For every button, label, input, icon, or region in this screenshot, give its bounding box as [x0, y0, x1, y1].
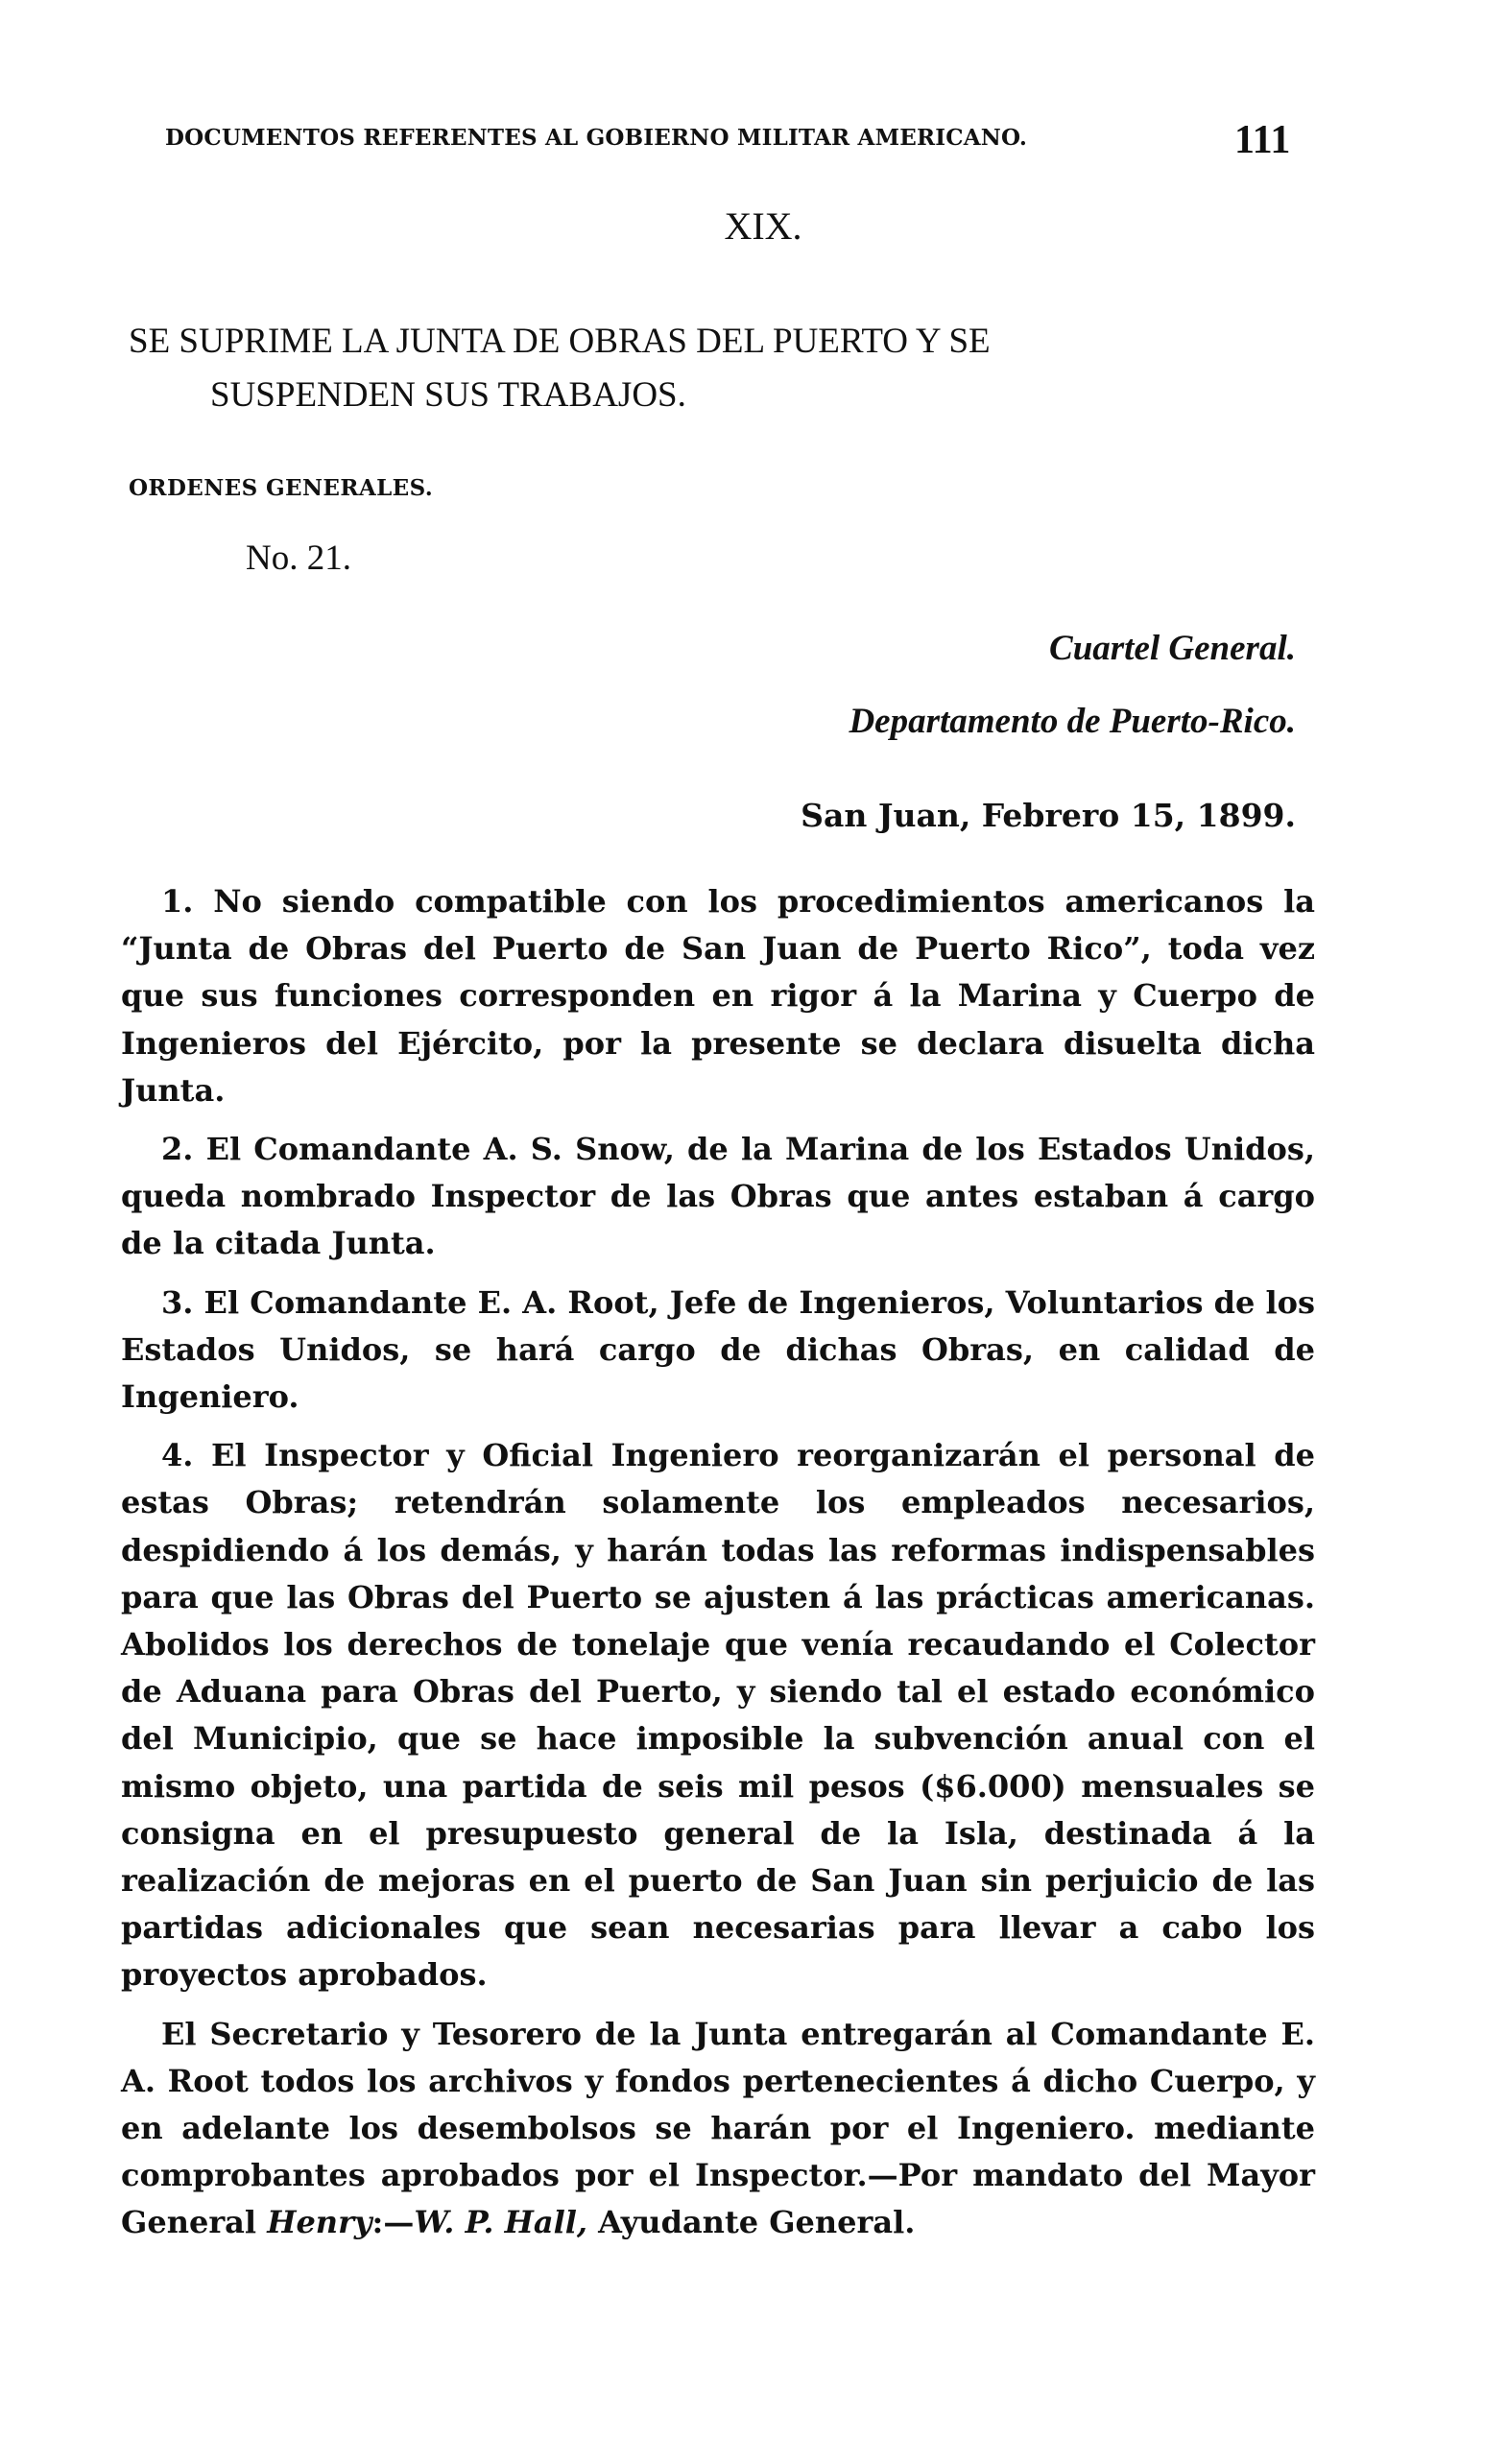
- order-type: ORDENES GENERALES.: [129, 475, 434, 501]
- section-title-line-1: SE SUPRIME LA JUNTA DE OBRAS DEL PUERTO Y SE: [129, 322, 991, 361]
- dateline-department: Departamento de Puerto-Rico.: [849, 702, 1296, 741]
- section-title-line-2: SUSPENDEN SUS TRABAJOS.: [210, 375, 686, 415]
- paragraph-2: 2. El Comandante A. S. Snow, de la Marina de los Estados Unidos, queda nombrado Inspector de las Obras que antes estaban á cargo de la citada Junta.: [121, 1131, 1315, 1262]
- dateline-date: San Juan, Febrero 15, 1899.: [801, 797, 1296, 834]
- order-body: [121, 878, 1315, 2259]
- order-number: No. 21.: [246, 538, 351, 578]
- signature-separator: :—: [371, 2204, 415, 2241]
- paragraph-1: 1. No siendo compatible con los procedimientos americanos la “Junta de Obras del Puerto de San Juan de Puerto Rico”, toda vez que sus funciones corresponden en rigor á la Marina y Cuerpo de Ingenieros del Ejército, por la presente se declara disuelta dicha Junta.: [121, 883, 1315, 1109]
- paragraph-3: 3. El Comandante E. A. Root, Jefe de Ingenieros, Voluntarios de los Estados Unidos, se hará cargo de dichas Obras, en calidad de Ingeniero.: [121, 1283, 1315, 1416]
- dateline-headquarters: Cuartel General.: [1049, 629, 1296, 668]
- general-name: Henry: [267, 2204, 372, 2241]
- paragraph-5-text: El Secretario y Tesorero de la Junta entregarán al Comandante E. A. Root todos los archivos y fondos pertenecientes á dicho Cuerpo, y en adelante los desembolsos se harán por el Ingeniero. mediante comprobantes aprobados por el Inspector.—Por mandato del Mayor General: [121, 2015, 1315, 2241]
- section-title: [129, 315, 1319, 422]
- paragraph-4: 4. El Inspector y Oficial Ingeniero reorganizarán el personal de estas Obras; retendrán solamente los empleados necesarios, despidiendo á los demás, y harán todas las reformas indispensables para que las Obras del Puerto se ajusten á las prácticas americanas. Abolidos los derechos de tonelaje que venía recaudando el Colector de Aduana para Obras del Puerto, y siendo tal el estado económico del Municipio, que se hace imposible la subvención anual con el mismo objeto, una partida de seis mil pesos ($6.000) mensuales se consigna en el presupuesto general de la Isla, destinada á la realización de mejoras en el puerto de San Juan sin perjuicio de las partidas adicionales que sean necesarias para llevar a cabo los proyectos aprobados.: [121, 1437, 1315, 1994]
- adjutant-name: W. P. Hall,: [414, 2204, 588, 2241]
- section-number: XIX.: [724, 204, 802, 248]
- adjutant-title: Ayudante General.: [587, 2204, 916, 2241]
- page-number: 111: [1234, 118, 1291, 162]
- paragraph-5: [121, 2011, 1315, 2247]
- running-title: DOCUMENTOS REFERENTES AL GOBIERNO MILITAR AMERICANO.: [165, 125, 1028, 151]
